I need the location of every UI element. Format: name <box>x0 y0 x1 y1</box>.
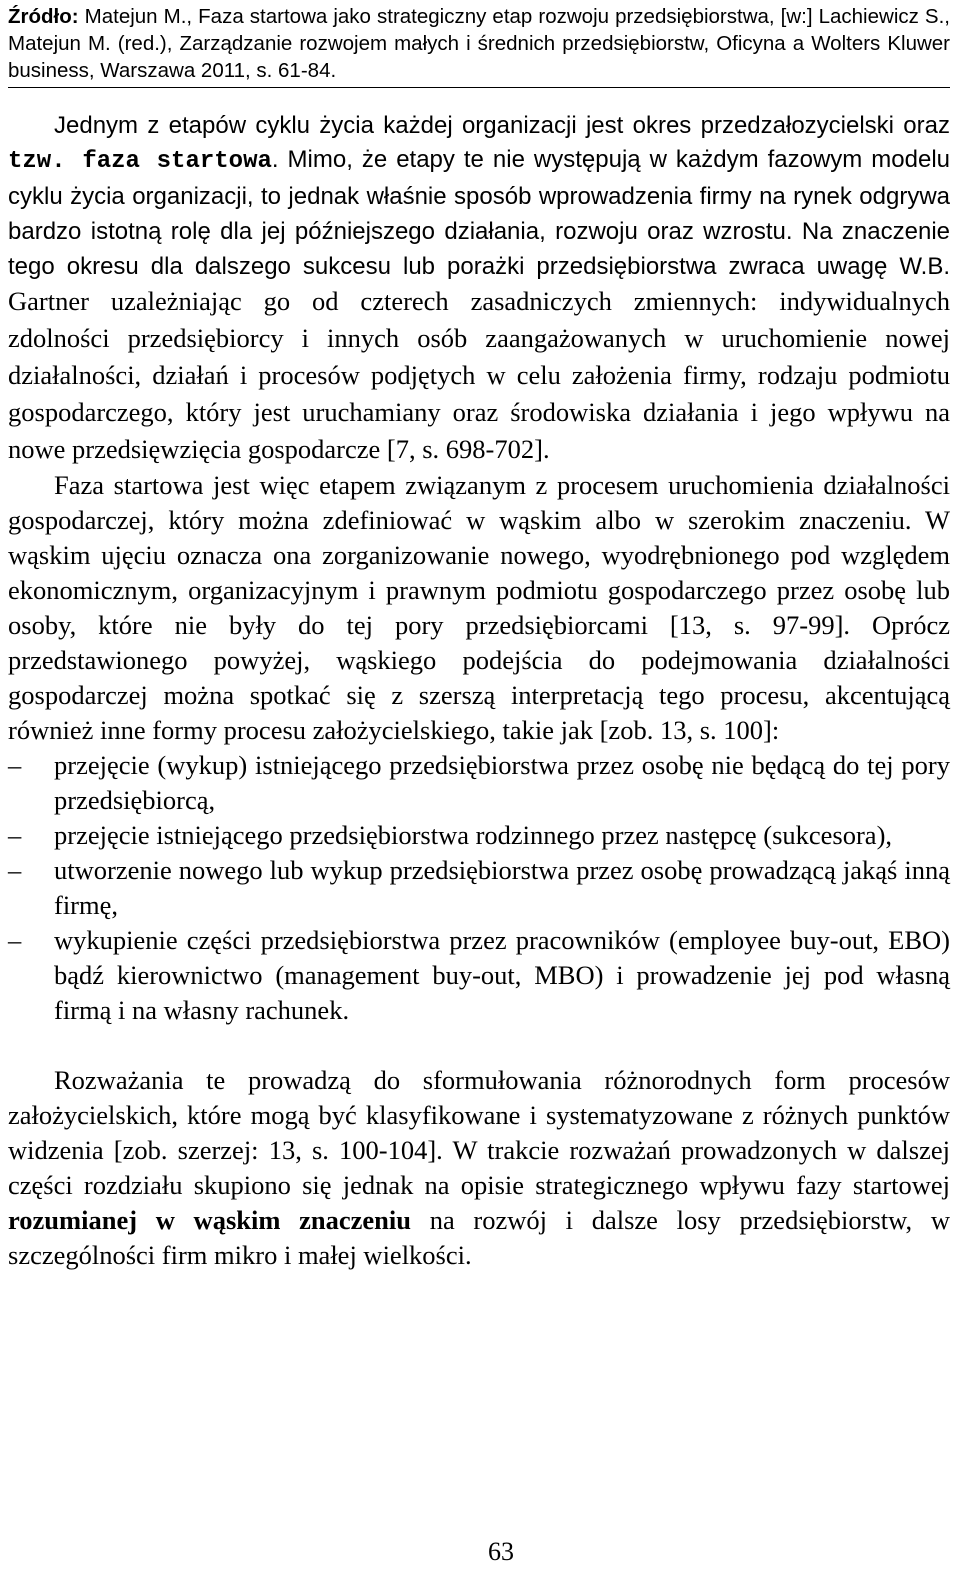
paragraph-1-serif-text: Gartner uzależniając go od czterech zasadniczych zmiennych: indywidualnych zdolności przedsiębiorcy i innych osób zaangażowanych w uruchomienie nowej działalności, działań i procesów podjętych w celu założenia firmy, rodzaju podmiotu gospodarczego, który jest uruchamiany oraz środowiska działania i jego wpływu na nowe przedsięwzięcia gospodarcze [7, s. 698-702]. <box>8 286 950 464</box>
source-label: Źródło: <box>8 5 79 28</box>
source-text: Matejun M., Faza startowa jako strategiczny etap rozwoju przedsiębiorstwa, [w:] Lachiewicz S., Matejun M. (red.), Zarządzanie rozwojem małych i średnich przedsiębiorstw, Oficyna a Wolters Kluwer business, Warszawa 2011, s. 61-84. <box>8 5 950 82</box>
paragraph-1-bold-term: tzw. faza startowa <box>8 148 272 176</box>
paragraph-2: Faza startowa jest więc etapem związanym z procesem uruchomienia działalności gospodarczej, który można zdefiniować w wąskim albo w szerokim znaczeniu. W wąskim ujęciu oznacza ona zorganizowanie nowego, wyodrębnionego pod względem ekonomicznym, organizacyjnym i prawnym podmiotu gospodarczego przez osobę lub osoby, które nie były do tej pory przedsiębiorcami [13, s. 97-99]. Oprócz przedstawionego powyżej, wąskiego podejścia do podejmowania działalności gospodarczej można spotkać się z szerszą interpretacją tego procesu, akcentującą również inne formy procesu założycielskiego, takie jak [zob. 13, s. 100]: <box>8 470 950 746</box>
dash-bullet: – <box>8 925 22 956</box>
dash-bullet: – <box>8 750 22 781</box>
list-item-text: utworzenie nowego lub wykup przedsiębiorstwa przez osobę prowadzącą jakąś inną firmę, <box>54 855 950 921</box>
dash-bullet: – <box>8 855 22 886</box>
paragraph-3-text: Rozważania te prowadzą do sformułowania różnorodnych form procesów założycielskich, które mogą być klasyfikowane i systematyzowane z różnych punktów widzenia [zob. szerzej: 13, s. 100-104]. W trakcie rozważań prowadzonych w dalszej części rozdziału skupiono się jednak na opisie strategicznego wpływu fazy startowej <box>8 1065 950 1201</box>
list-item-text: wykupienie części przedsiębiorstwa przez pracowników (employee buy-out, EBO) bądź kierownictwo (management buy-out, MBO) i prowadzenie jej pod własną firmą i na własny rachunek. <box>54 925 950 1026</box>
paragraph-3 <box>8 1063 950 1273</box>
list-item <box>8 818 950 853</box>
list-item <box>8 853 950 923</box>
page-number: 63 <box>488 1537 514 1566</box>
form-list <box>8 748 950 1028</box>
paragraph-1-text: Jednym z etapów cyklu życia każdej organizacji jest okres przedzałozycielski oraz <box>54 111 950 139</box>
list-item <box>8 748 950 818</box>
paragraph-1 <box>8 109 950 469</box>
paragraph-3-bold-phrase: rozumianej w wąskim znaczeniu <box>8 1205 411 1236</box>
list-item-text: przejęcie (wykup) istniejącego przedsiębiorstwa przez osobę nie będącą do tej pory przedsiębiorcą, <box>54 750 950 816</box>
paragraph-1-text-cont: . Mimo, że etapy te nie występują w każdym fazowym modelu cyklu życia organizacji, to jednak właśnie sposób wprowadzenia firmy na rynek odgrywa bardzo istotną rolę dla jej późniejszego działania, rozwoju oraz wzrostu. Na znaczenie tego okresu dla dalszego sukcesu lub porażki przedsiębiorstwa zwraca uwagę W.B. <box>8 146 950 280</box>
dash-bullet: – <box>8 820 22 851</box>
source-citation <box>8 3 950 88</box>
paragraph-3-text-cont: na rozwój i dalsze losy przedsiębiorstw, w szczególności firm mikro i małej wielkości. <box>8 1205 950 1271</box>
document-page <box>8 0 950 1273</box>
list-item <box>8 923 950 1028</box>
list-item-text: przejęcie istniejącego przedsiębiorstwa rodzinnego przez następcę (sukcesora), <box>54 820 893 851</box>
